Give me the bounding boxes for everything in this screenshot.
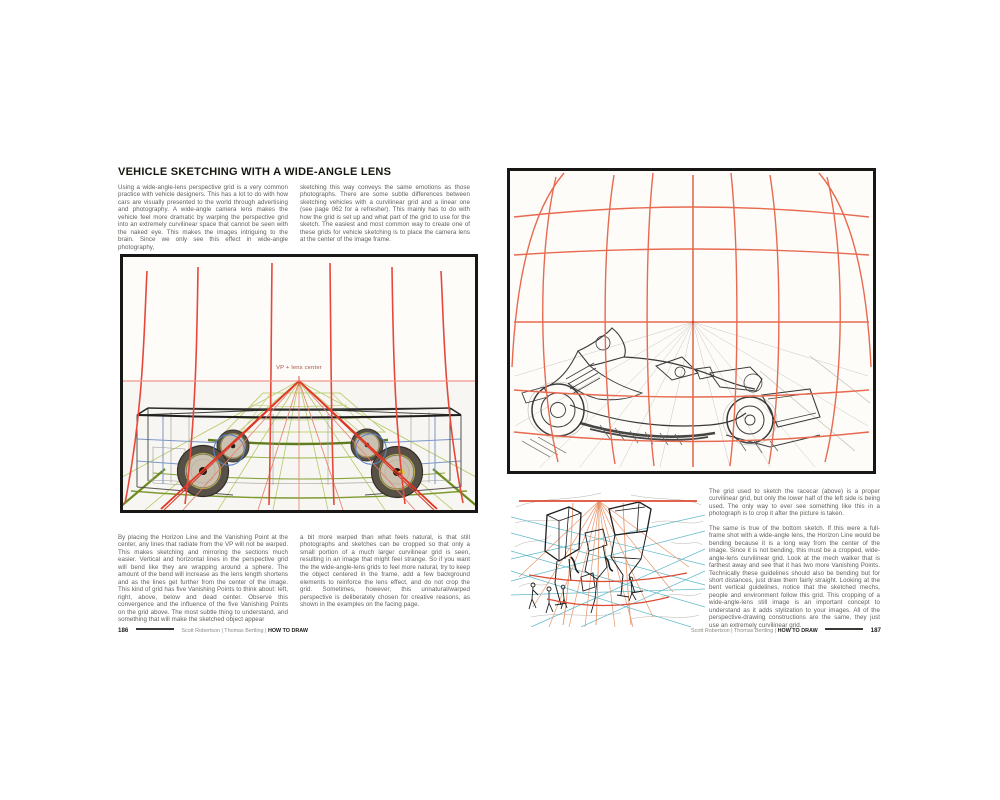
caption-column	[709, 488, 880, 636]
intro-column-1: Using a wide-angle-lens perspective grid is a very common practice with vehicle designers. This has a lot to do with how cars are visually presented to the world through advertising and photography. A wide-angle camera lens makes the vehicle feel more dramatic by warping the perspective grid into an extremely curvilinear space that cannot be seen with the naked eye. This makes the images intriguing to the brain. Since we only see this effect in wide-angle photography,	[118, 184, 288, 251]
body-column-2: a bit more warped than what feels natural, is that still photographs and sketches can be cropped so that only a small portion of a much larger curvilinear grid is seen, resulting in an image that might feel strange. So if you want the the wide-angle-lens grids to feel more natural, try to keep the object centered in the frame, add a few background elements to reinforce the lens effect, and do not crop the grid. Sometimes, however, this unnatural/warped perspective is deliberately chosen for creative reasons, as shown in the examples on the facing page.	[300, 534, 470, 609]
racecar-grid-drawing	[510, 171, 873, 471]
mech-ink	[529, 502, 651, 613]
left-footer-book-title: HOW TO DRAW	[267, 628, 308, 634]
caption-paragraph-2: The same is true of the bottom sketch. If this were a full-frame shot with a wide-angle lens, the Horizon Line would be bending because it is a long way from the center of the image. Since it is not bending, this must be a cropped, wide-angle-lens curvilinear grid. Look at the mech walker that is farthest away and see that it has two more Vanishing Points. Technically these guidelines should also be bending but for short distances, just draw them fairly straight. Looking at the bent vertical guidelines, notice that the sketched mechs, people and environment follow this grid. This cropping of a wide-angle-lens still image is an important concept to understand as it adds stylization to your images. All of the perspective-drawing constructions are the same, they just use an extremely curvilinear grid.	[709, 524, 880, 629]
right-page-number: 187	[870, 627, 881, 634]
body-column-1: By placing the Horizon Line and the Vanishing Point at the center, any lines that radiate from the VP will not be warped. This makes sketching and mirroring the sections much easier. Vertical and horizontal lines in the perspective grid will bend like they are wrapping around a sphere. The amount of the bend will increase as the lens length shortens and as the lines get further from the center of the image. This kind of grid has five Vanishing Points to think about: left, right, above, below and dead center. Observe this convergence and the influence of the five Vanishing Points on the grid above. The most subtle thing to understand, and something that will make the sketched object appear	[118, 534, 288, 623]
orange-guidelines	[519, 501, 689, 627]
page-title: VEHICLE SKETCHING WITH A WIDE-ANGLE LENS	[118, 166, 392, 178]
racecar-grid-figure	[507, 168, 876, 474]
wide-angle-grid-drawing	[123, 257, 475, 510]
curvilinear-grid	[512, 173, 871, 467]
wide-angle-grid-figure	[120, 254, 478, 513]
mech-sketch-figure	[511, 487, 705, 627]
footer-rule	[825, 628, 863, 630]
vp-marker	[692, 321, 694, 323]
left-footer	[118, 627, 308, 634]
footer-rule	[136, 628, 174, 630]
vp-lens-center-label: VP + lens center	[276, 365, 322, 371]
right-footer-book-title: HOW TO DRAW	[777, 628, 818, 634]
right-footer-credits: Scott Robertson | Thomas Bertling |	[691, 628, 778, 634]
intro-column-2: sketching this way conveys the same emotions as those photographs. There are some subtle differences between sketching vehicles with a curvilinear grid and a linear one (see page 062 for a refresher). This mainly has to do with how the grid is set up and what part of the grid to use for the sketch. The easiest and most common way to create one of these grids for vehicle sketching is to place the camera lens at the center of the image frame.	[300, 184, 470, 244]
right-footer	[691, 627, 881, 634]
left-footer-credits: Scott Robertson | Thomas Bertling |	[181, 628, 268, 634]
caption-paragraph-1: The grid used to sketch the racecar (above) is a proper curvilinear grid, but only the lower half of the left side is being used. The only way to ever see something like this in a photograph is to crop it after the picture is taken.	[709, 488, 880, 518]
vp-fan	[515, 322, 868, 467]
left-page-number: 186	[118, 627, 129, 634]
